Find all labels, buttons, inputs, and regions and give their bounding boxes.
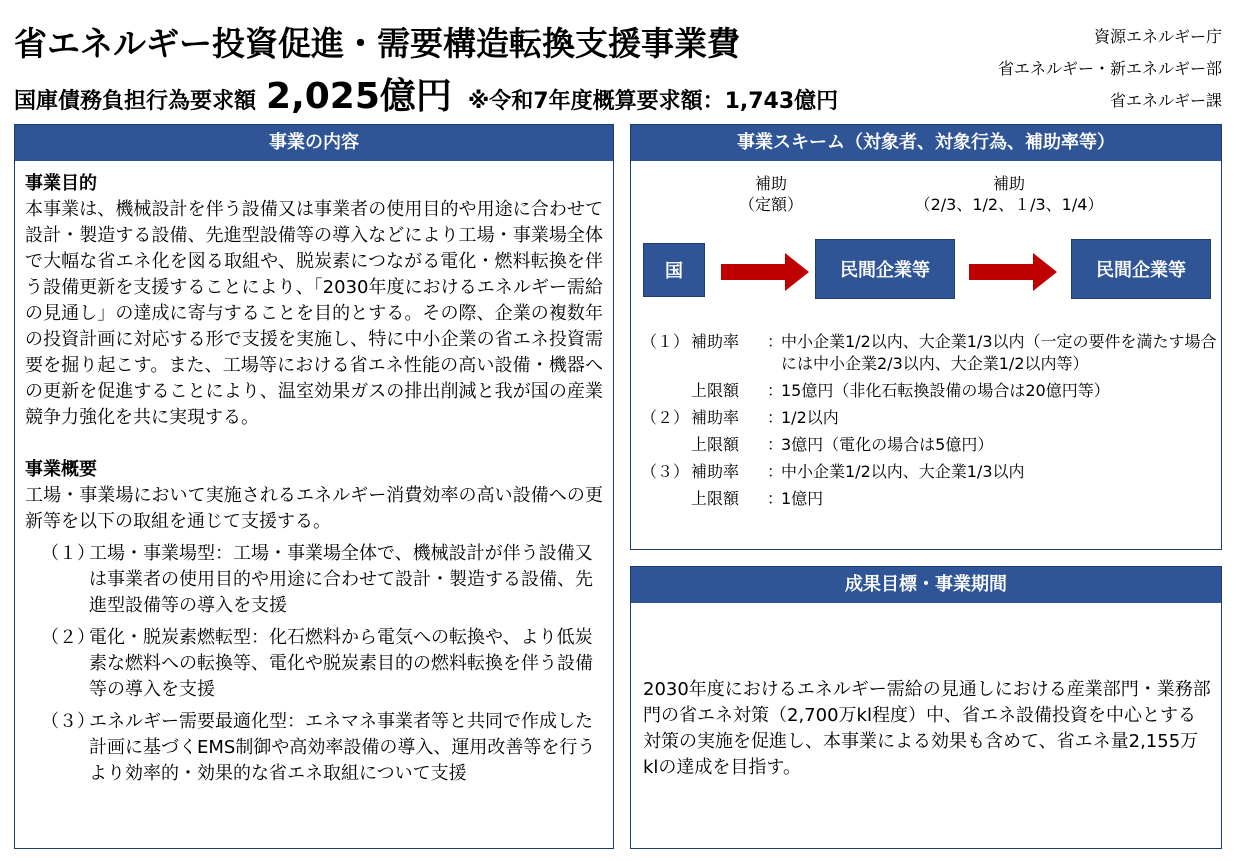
rate-colon: ：: [767, 435, 784, 454]
content-panel: [14, 124, 614, 849]
rate-key: 上限額: [691, 489, 740, 508]
rate-colon: ：: [767, 332, 784, 351]
item-number: （１）: [41, 543, 95, 564]
flow-node-private-2: 民間企業等: [1071, 239, 1211, 299]
purpose-title: 事業目的: [25, 173, 97, 194]
rate-number: [641, 488, 691, 510]
scheme-panel-heading: 事業スキーム（対象者、対象行為、補助率等）: [631, 125, 1221, 161]
item-number: （３）: [41, 711, 95, 732]
rate-number: （１）: [641, 332, 690, 351]
scheme-panel: [630, 124, 1222, 550]
flow-node-government: 国: [643, 243, 705, 297]
department-section: 省エネルギー課: [1109, 91, 1222, 110]
overview-item: [25, 541, 603, 619]
flow-label-2: [899, 173, 1119, 215]
rate-value: 中小企業1/2以内、大企業1/3以内（一定の要件を満たす場合には中小企業2/3以内、大企業1/2以内等）: [781, 332, 1217, 373]
request-label: 国庫債務負担行為要求額: [14, 89, 257, 114]
item-text: 工場・事業場型：工場・事業場全体で、機械設計が伴う設備又は事業者の使用目的や用途に合わせて設計・製造する設備、先進型設備等の導入を支援: [89, 543, 593, 616]
rate-row: [641, 331, 1221, 375]
item-text: エネルギー需要最適化型：エネマネ事業者等と共同で作成した計画に基づくEMS制御や高効率設備の導入、運用改善等を行うより効率的・効果的な省エネ取組について支援: [89, 711, 596, 784]
rate-row: [641, 488, 1221, 510]
flow-label-1-line2: （定額）: [738, 195, 803, 214]
overview-item: [25, 625, 603, 703]
subsidy-rates: [641, 331, 1221, 515]
page-title: 省エネルギー投資促進・需要構造転換支援事業費: [14, 24, 740, 63]
goal-text: 2030年度におけるエネルギー需給の見通しにおける産業部門・業務部門の省エネ対策（2,700万kl程度）中、省エネ設備投資を中心とする対策の実施を促進し、本事業による効果も含めて、省エネ量2,155万klの達成を目指す。: [643, 679, 1211, 778]
rate-colon: ：: [767, 462, 784, 481]
flow-arrow-1: [721, 253, 809, 291]
flow-arrow-2: [969, 253, 1057, 291]
item-text: 電化・脱炭素燃転型：化石燃料から電気への転換や、より低炭素な燃料への転換等、電化や脱炭素目的の燃料転換を伴う設備等の導入を支援: [89, 627, 593, 700]
flow-node-private-1: 民間企業等: [815, 239, 955, 299]
rate-row: [641, 407, 1221, 429]
rate-key: 補助率: [691, 332, 740, 351]
rate-number: （２）: [641, 408, 690, 427]
rate-row: [641, 380, 1221, 402]
department-division: 省エネルギー・新エネルギー部: [997, 59, 1222, 78]
flow-label-2-line2: （2/3、1/2、１/3、1/4）: [914, 195, 1104, 214]
rate-key: 上限額: [691, 381, 740, 400]
rate-row: [641, 434, 1221, 456]
request-line: [14, 68, 838, 119]
department-agency: 資源エネルギー庁: [1093, 27, 1222, 46]
budget-note: ※令和7年度概算要求額：1,743億円: [467, 89, 839, 114]
rate-row: [641, 461, 1221, 483]
rate-number: （３）: [641, 462, 690, 481]
rate-colon: ：: [767, 381, 784, 400]
overview-text: 工場・事業場において実施されるエネルギー消費効率の高い設備への更新等を以下の取組を通じて支援する。: [25, 485, 603, 532]
request-amount: 2,025億円: [266, 76, 452, 117]
item-number: （２）: [41, 627, 95, 648]
purpose-text: 本事業は、機械設計を伴う設備又は事業者の使用目的や用途に合わせて設計・製造する設備、先進型設備等の導入などにより工場・事業場全体で大幅な省エネ化を図る取組や、脱炭素につながる電化・燃料転換を伴う設備更新を支援することにより、「2030年度におけるエネルギー需給の見通し」の達成に寄与することを目的とする。その際、企業の複数年の投資計画に対応する形で支援を実施し、特に中小企業の省エネ投資需要を掘り起こす。また、工場等における省エネ性能の高い設備・機器への更新を促進することにより、温室効果ガスの排出削減と我が国の産業競争力強化を共に実現する。: [25, 199, 603, 428]
goal-panel-heading: 成果目標・事業期間: [631, 567, 1221, 603]
rate-value: 中小企業1/2以内、大企業1/3以内: [781, 462, 1025, 481]
flow-label-1-line1: 補助: [754, 174, 787, 193]
rate-key: 補助率: [691, 408, 740, 427]
flow-label-1: [731, 173, 811, 215]
rate-colon: ：: [767, 489, 784, 508]
overview-title: 事業概要: [25, 459, 97, 480]
rate-key: 補助率: [691, 462, 740, 481]
overview-item: [25, 709, 603, 787]
rate-number: [641, 380, 691, 402]
rate-colon: ：: [767, 408, 784, 427]
content-panel-heading: 事業の内容: [15, 125, 613, 161]
rate-key: 上限額: [691, 435, 740, 454]
rate-value: 1/2以内: [781, 408, 839, 427]
rate-number: [641, 434, 691, 456]
rate-value: 1億円: [781, 489, 824, 508]
flow-label-2-line1: 補助: [992, 174, 1025, 193]
goal-panel: [630, 566, 1222, 849]
rate-value: 15億円（非化石転換設備の場合は20億円等）: [781, 381, 1110, 400]
rate-value: 3億円（電化の場合は5億円）: [781, 435, 994, 454]
